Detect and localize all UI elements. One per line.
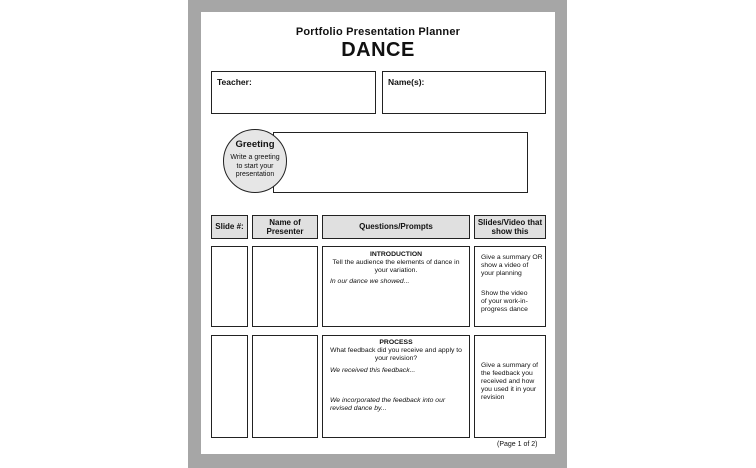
- row1-heading: INTRODUCTION: [369, 251, 423, 258]
- row2-heading: PROCESS: [379, 339, 413, 346]
- row2-slide-number-cell[interactable]: [211, 335, 248, 438]
- row1-presenter-cell[interactable]: [252, 246, 318, 327]
- row2-starter-2: We incorporated the feedback into our revised dance by...: [330, 397, 446, 412]
- header-questions: Questions/Prompts: [322, 215, 470, 239]
- row2-presenter-cell[interactable]: [252, 335, 318, 438]
- row1-slides-cell: [474, 246, 546, 327]
- worksheet-subtitle: Portfolio Presentation Planner: [295, 26, 461, 38]
- row2-starter-1: We received this feedback...: [330, 367, 416, 374]
- greeting-title: Greeting: [235, 139, 275, 150]
- teacher-field[interactable]: [211, 71, 376, 114]
- names-field[interactable]: [382, 71, 546, 114]
- greeting-box[interactable]: [273, 132, 528, 193]
- names-label: Name(s):: [388, 77, 425, 87]
- greeting-circle: [223, 129, 287, 193]
- page-number: (Page 1 of 2): [497, 441, 538, 448]
- worksheet-title: DANCE: [341, 39, 415, 61]
- row1-prompt: Tell the audience the elements of dance in your variation.: [332, 259, 460, 274]
- row2-prompt: What feedback did you receive and apply to your revision?: [330, 347, 462, 362]
- header-slide-number: Slide #:: [211, 215, 248, 239]
- teacher-label: Teacher:: [217, 77, 252, 87]
- row1-questions-cell: [322, 246, 470, 327]
- header-presenter: Name of Presenter: [252, 215, 318, 239]
- worksheet-page: [201, 12, 555, 454]
- row2-slides-instruction: Give a summary of the feedback you received and how you used it in your revision: [481, 362, 539, 401]
- row1-slides-instruction-2: Show the video of your work-in-progress dance: [481, 290, 528, 313]
- greeting-instructions: Write a greeting to start your presentation: [230, 154, 280, 178]
- row1-starter: In our dance we showed...: [330, 278, 410, 285]
- row2-questions-cell: [322, 335, 470, 438]
- header-slides-video: Slides/Video that show this: [474, 215, 546, 239]
- row2-slides-cell: [474, 335, 546, 438]
- row1-slide-number-cell[interactable]: [211, 246, 248, 327]
- row1-slides-instruction-1: Give a summary OR show a video of your planning: [481, 254, 543, 277]
